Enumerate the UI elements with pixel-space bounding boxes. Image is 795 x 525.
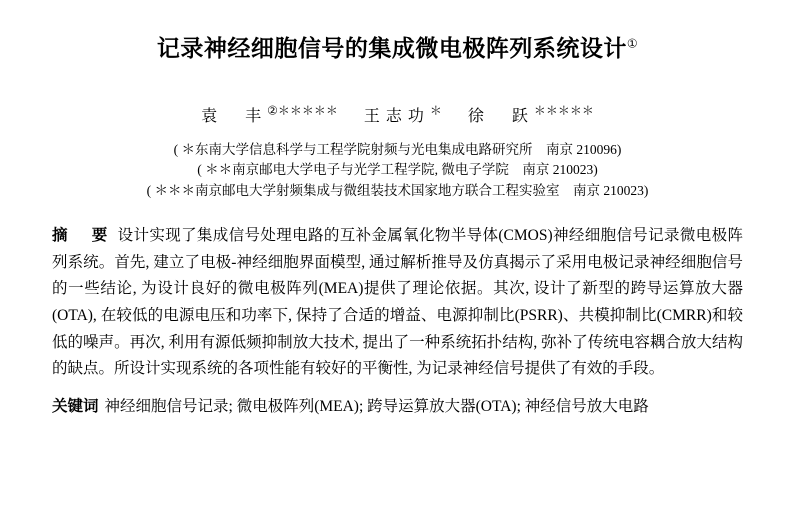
- title-footnote-marker: ①: [626, 36, 639, 51]
- abstract-text: 设计实现了集成信号处理电路的互补金属氧化物半导体(CMOS)神经细胞信号记录微电极阵列系统。首先, 建立了电极-神经细胞界面模型, 通过解析推导及仿真揭示了采用电极记录神经细胞信号的一些结论, 为设计良好的微电极阵列(MEA)提供了理论依据。其次, 设计了新型的跨导运算放大器(OTA), 在较低的电源电压和功率下, 保持了合适的增益、电源抑制比(PSRR)、共模抑制比(CMRR)和较低的噪声。再次, 利用有源低频抑制放大技术, 提出了一种系统拓扑结构, 弥补了传统电容耦合放大结构的缺点。所设计实现系统的各项性能有较好的平衡性, 为记录神经信号提供了有效的手段。: [52, 226, 743, 378]
- affiliation-line: ( ＊＊南京邮电大学电子与光学工程学院, 微电子学院 南京 210023): [197, 162, 598, 178]
- author-name: 袁 丰: [201, 108, 268, 126]
- author-marker: ＊: [429, 103, 442, 118]
- author-entry: [467, 103, 594, 126]
- affiliation-line: ( ＊＊＊南京邮电大学射频集成与微组装技术国家地方联合工程实验室 南京 210023): [146, 182, 649, 198]
- keywords-section: [52, 394, 743, 421]
- affiliation-line: ( ＊东南大学信息科学与工程学院射频与光电集成电路研究所 南京 210096): [173, 142, 622, 158]
- keywords-label: 关键词: [52, 397, 99, 415]
- author-name: 徐 跃: [467, 108, 534, 126]
- author-marker: ＊＊＊＊＊: [533, 103, 594, 118]
- author-entry: [201, 103, 338, 126]
- author-marker: ②＊＊＊＊＊: [267, 103, 338, 118]
- abstract-section: [52, 223, 743, 383]
- keywords-text: 神经细胞信号记录; 微电极阵列(MEA); 跨导运算放大器(OTA); 神经信号放大电路: [104, 397, 649, 415]
- author-entry: [363, 103, 442, 126]
- author-name: 王志功: [363, 108, 430, 126]
- title-text: 记录神经细胞信号的集成微电极阵列系统设计: [156, 36, 627, 61]
- page-title: [52, 34, 743, 64]
- author-list: [52, 102, 743, 126]
- abstract-label: 摘 要: [52, 226, 112, 244]
- affiliation-block: [52, 140, 743, 201]
